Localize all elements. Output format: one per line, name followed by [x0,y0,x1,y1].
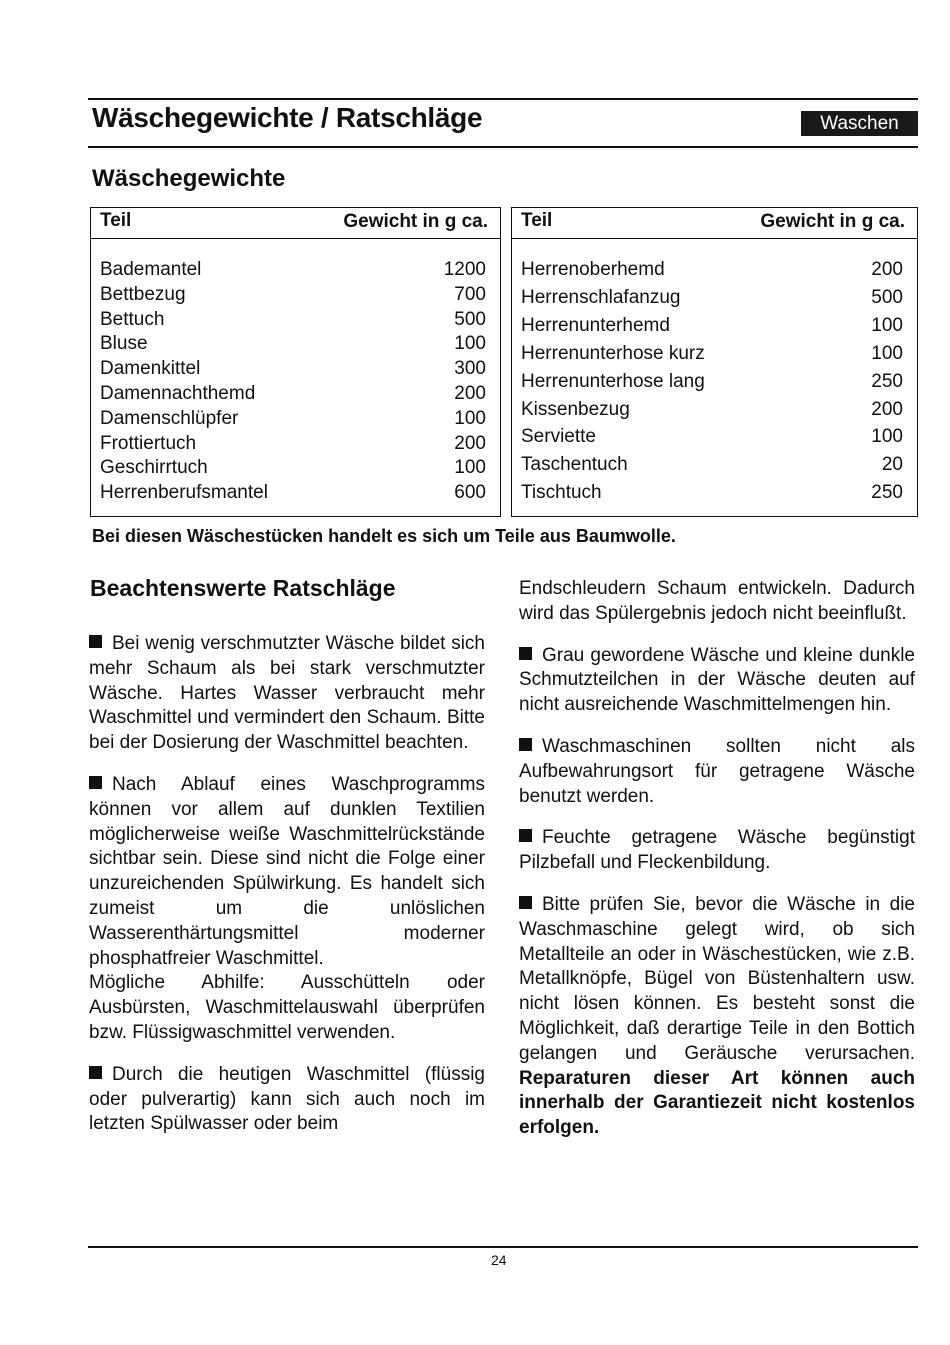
weights-heading: Wäschegewichte [92,165,286,192]
item-name: Bettuch [100,308,165,330]
item-weight: 100 [871,426,903,448]
square-bullet-icon [519,738,532,751]
tips-column-right [519,577,915,1158]
item-weight: 20 [881,454,903,476]
item-weight: 250 [871,482,903,504]
item-weight: 700 [454,283,486,305]
item-weight: 100 [454,407,486,429]
tip-text: Durch die heutigen Waschmittel (flüssig oder pulverartig) kann sich auch noch im letzten Spülwasser oder beim [89,1063,485,1135]
item-name: Damenkittel [100,358,201,380]
tip-paragraph [519,735,915,809]
tip-paragraph [519,893,915,1141]
item-weight: 250 [871,370,903,392]
item-weight: 200 [454,432,486,454]
item-name: Herrenschlafanzug [521,286,681,308]
square-bullet-icon [89,776,102,789]
item-weight: 100 [454,333,486,355]
square-bullet-icon [89,1066,102,1079]
header-rule [88,146,918,148]
item-name: Serviette [521,426,596,448]
column-header-item: Teil [521,210,553,231]
tip-paragraph [89,971,485,1045]
square-bullet-icon [519,829,532,842]
item-name: Damenschlüpfer [100,407,239,429]
item-name: Frottiertuch [100,432,197,454]
cotton-note: Bei diesen Wäschestücken handelt es sich um Teile aus Baumwolle. [92,526,676,546]
item-name: Taschentuch [521,454,628,476]
tips-heading: Beachtenswerte Ratschläge [90,575,396,601]
tip-text: Nach Ablauf eines Waschprogramms können vor allem auf dunklen Textilien möglicherweise weiße Waschmittelrückstände sichtbar sein. Diese sind nicht die Folge einer unzureichenden Spülwirkung. Es handelt sich zumeist um die unlöslichen Wasserenthärtungsmittel moderner phosphatfreier Waschmittel. [89,773,485,969]
item-name: Kissenbezug [521,398,630,420]
item-name: Herrenberufsmantel [100,482,268,504]
top-rule [88,98,918,100]
tips-column-left [89,632,485,1154]
item-weight: 500 [454,308,486,330]
warranty-warning: Reparaturen dieser Art können auch innerhalb der Garantiezeit nicht kostenlos erfolgen. [519,1067,915,1139]
tip-paragraph [519,577,915,627]
item-weight: 1200 [443,259,486,280]
square-bullet-icon [89,635,102,648]
item-name: Geschirrtuch [100,457,208,479]
item-weight: 200 [871,259,903,280]
item-name: Bluse [100,333,148,355]
item-name: Herrenoberhemd [521,259,665,280]
column-header-weight: Gewicht in g ca. [760,211,905,232]
square-bullet-icon [519,647,532,660]
column-header-item: Teil [100,210,132,231]
tip-text: Feuchte getragene Wäsche begünstigt Pilzbefall und Fleckenbildung. [519,827,915,874]
item-name: Herrenunterhose kurz [521,342,705,364]
tip-paragraph [89,632,485,756]
page-number: 24 [491,1252,507,1268]
weights-table-right [511,207,918,517]
tip-text: Endschleudern Schaum entwickeln. Dadurch wird das Spülergebnis jedoch nicht beeinflußt. [519,578,915,624]
page-title: Wäschegewichte / Ratschläge [92,102,483,133]
tip-paragraph [89,773,485,971]
item-name: Herrenunterhose lang [521,370,705,392]
item-name: Tischtuch [521,482,602,504]
table-header [512,208,917,239]
column-header-weight: Gewicht in g ca. [343,211,488,232]
item-weight: 200 [454,383,486,404]
item-weight: 100 [454,457,486,479]
item-weight: 100 [871,342,903,364]
tip-text: Bei wenig verschmutzter Wäsche bildet sich mehr Schaum als bei stark verschmutzter Wäsche. Hartes Wasser verbraucht mehr Waschmittel und vermindert den Schaum. Bitte bei der Dosierung der Waschmittel beachten. [89,633,485,754]
table-header [91,208,500,239]
tip-text: Mögliche Abhilfe: Ausschütteln oder Ausbürsten, Waschmittelauswahl überprüfen bzw. Flüssigwaschmittel verwenden. [89,972,485,1043]
footer-rule [88,1246,918,1248]
item-weight: 200 [871,398,903,420]
tip-text: Grau gewordene Wäsche und kleine dunkle Schmutzteilchen in der Wäsche deuten auf nicht ausreichende Waschmittelmengen hin. [519,644,915,716]
item-weight: 300 [454,358,486,380]
square-bullet-icon [519,896,532,909]
item-weight: 600 [454,482,486,504]
tip-text: Waschmaschinen sollten nicht als Aufbewahrungsort für getragene Wäsche benutzt werden. [519,735,915,807]
tip-paragraph [89,1063,485,1137]
item-name: Bademantel [100,259,202,280]
item-weight: 500 [871,286,903,308]
section-tab: Waschen [801,111,918,136]
item-name: Bettbezug [100,283,186,305]
tip-paragraph [519,644,915,718]
weights-table-left [90,207,501,517]
tip-paragraph [519,826,915,876]
item-name: Herrenunterhemd [521,314,670,336]
item-weight: 100 [871,314,903,336]
tip-text: Bitte prüfen Sie, bevor die Wäsche in die Waschmaschine gelegt wird, ob sich Metallteile an oder in Wäschestücken, wie z.B. Metallknöpfe, Bügel von Büstenhaltern usw. nicht lösen können. Es besteht sonst die Möglichkeit, daß derartige Teile in den Bottich gelangen und Geräusche verursachen. [519,893,915,1064]
item-name: Damennachthemd [100,383,256,404]
